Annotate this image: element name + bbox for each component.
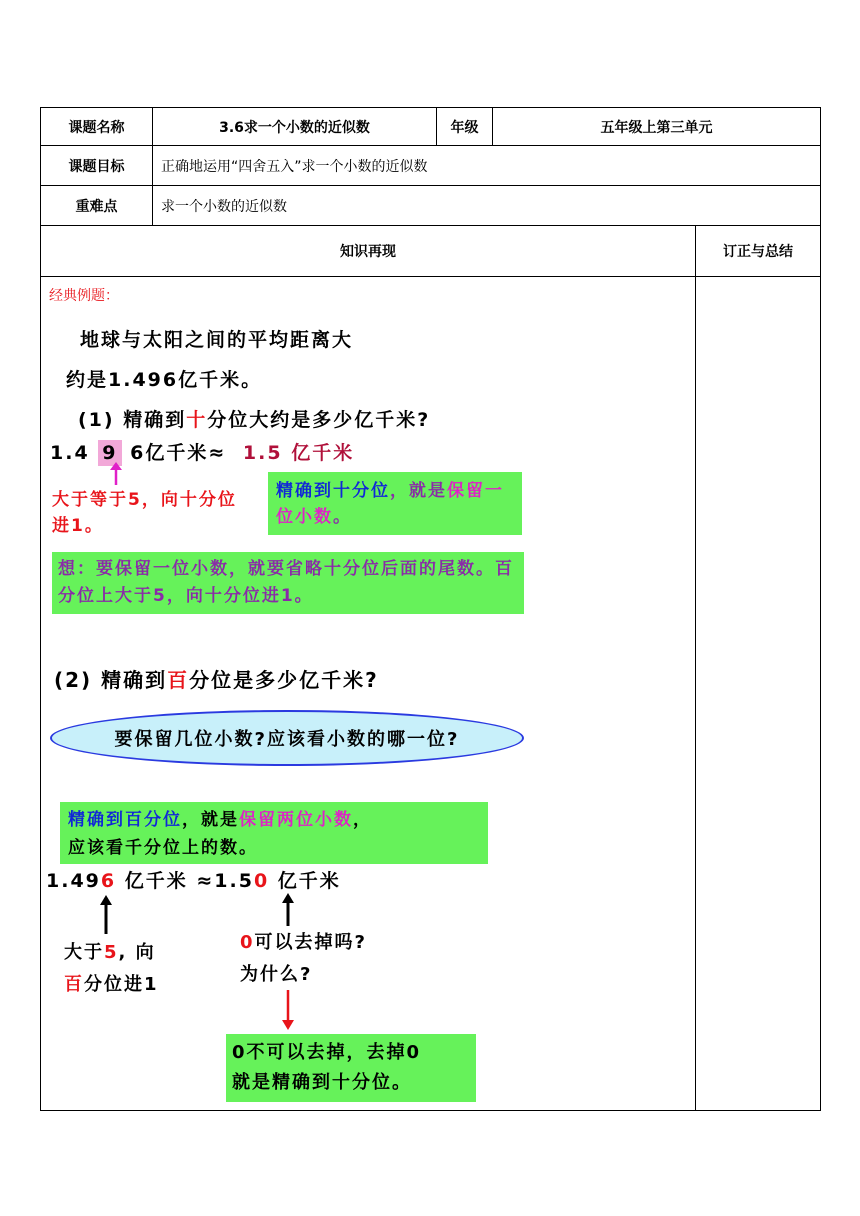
tip-box-1: 精确到十分位，就是保留一位小数。	[268, 472, 522, 535]
answer-box: 0不可以去掉，去掉0 就是精确到十分位。	[226, 1034, 476, 1102]
knowledge-label: 知识再现	[41, 226, 696, 277]
goal-value: 正确地运用“四舍五入”求一个小数的近似数	[153, 146, 821, 186]
arrow-up-icon	[108, 462, 124, 486]
highlighted-digit: 9	[98, 440, 121, 466]
summary-cell	[696, 277, 821, 1111]
problem-line-2: 约是1.496亿千米。	[66, 369, 263, 391]
example-heading: 经典例题：	[49, 288, 119, 304]
key-value: 求一个小数的近似数	[153, 186, 821, 226]
arrow-up-icon	[280, 893, 296, 927]
arrow-down-icon	[280, 990, 296, 1032]
topic-label: 课题名称	[41, 108, 153, 146]
calc-2: 1.496 亿千米 ≈1.50 亿千米	[46, 870, 341, 892]
topic-value: 3.6求一个小数的近似数	[153, 108, 437, 146]
summary-label: 订正与总结	[696, 226, 821, 277]
arrow-up-icon	[98, 895, 114, 935]
key-label: 重难点	[41, 186, 153, 226]
note-round-up-2: 大于5, 向 百分位进1	[64, 942, 159, 995]
calc-1: 1.4 9 6亿千米≈ 1.5 亿千米	[50, 442, 355, 464]
grade-value: 五年级上第三单元	[493, 108, 821, 146]
think-box: 想：要保留一位小数，就要省略十分位后面的尾数。百分位上大于5，向十分位进1。	[52, 552, 524, 614]
question-2: (2) 精确到百分位是多少亿千米?	[54, 668, 379, 692]
zero-question: 0可以去掉吗? 为什么?	[240, 932, 367, 985]
question-1: (1) 精确到十分位大约是多少亿千米?	[78, 409, 431, 431]
goal-label: 课题目标	[41, 146, 153, 186]
note-round-up: 大于等于5，向十分位进1。	[52, 490, 237, 536]
grade-label: 年级	[437, 108, 493, 146]
tip-box-2: 精确到百分位，就是保留两位小数， 应该看千分位上的数。	[60, 802, 488, 864]
question-ellipse: 要保留几位小数?应该看小数的哪一位?	[50, 710, 524, 766]
problem-line-1: 地球与太阳之间的平均距离大	[80, 329, 354, 351]
